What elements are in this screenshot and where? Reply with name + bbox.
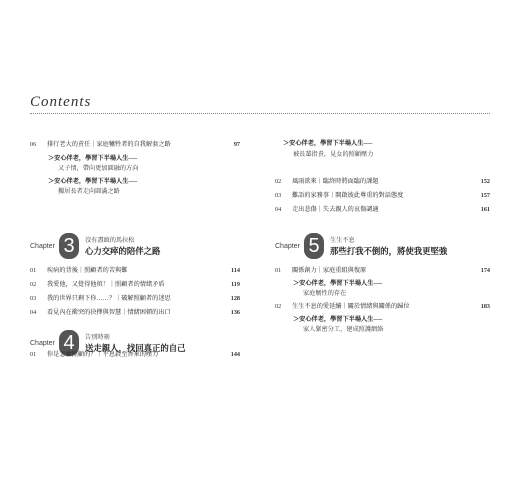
toc-entry[interactable] bbox=[30, 139, 240, 151]
entry-number: 01 bbox=[30, 351, 37, 358]
entry-page: 157 bbox=[480, 192, 490, 199]
chapter-label: Chapter bbox=[275, 243, 300, 250]
entry-number: 02 bbox=[30, 281, 37, 288]
toc-entry[interactable] bbox=[275, 204, 490, 216]
entry-title: 難語的家務事｜開啟彼此尊重的對話態度 bbox=[292, 192, 404, 199]
entry-page: 152 bbox=[480, 178, 490, 185]
entry-title: 生生不息的愛延續｜關於情緒與關係的歸位 bbox=[292, 303, 410, 310]
entry-number: 02 bbox=[275, 303, 282, 310]
entry-page: 183 bbox=[480, 303, 490, 310]
sidebar-line: 被長輩指責，見女的照顧壓力 bbox=[293, 151, 374, 158]
sidebar-line: 又子情，帶向更加圓融的方向 bbox=[58, 165, 139, 172]
chapter-5-header bbox=[275, 233, 490, 261]
toc-entry[interactable] bbox=[30, 349, 240, 361]
chapter-title: 送走親人，找回真正的自己 bbox=[85, 343, 186, 353]
chapter-subtitle: 沒有盡頭的馬拉松 bbox=[85, 237, 135, 244]
entry-number: 01 bbox=[30, 267, 37, 274]
entry-page: 119 bbox=[231, 281, 240, 288]
contents-title: Contents bbox=[30, 94, 92, 110]
entry-page: 97 bbox=[233, 141, 240, 148]
entry-title: 看見內在衝突的抉擇與智慧｜情緒困頓的出口 bbox=[47, 309, 171, 316]
chapter-3-header bbox=[30, 233, 240, 261]
toc-entry[interactable] bbox=[275, 190, 490, 202]
entry-number: 04 bbox=[30, 309, 37, 316]
sidebar-heading: ＞安心伴老，學習下半場人生── bbox=[293, 280, 383, 287]
toc-entry[interactable] bbox=[275, 301, 490, 313]
entry-number: 04 bbox=[275, 206, 282, 213]
entry-number: 01 bbox=[275, 267, 282, 274]
entry-page: 174 bbox=[480, 267, 490, 274]
entry-number: 03 bbox=[275, 192, 282, 199]
entry-title: 排行老大的責任｜家庭犧牲者的自我解套之路 bbox=[47, 141, 171, 148]
toc-entry[interactable] bbox=[30, 265, 240, 277]
chapter-number-badge: 5 bbox=[304, 233, 324, 259]
chapter-title: 心力交瘁的陪伴之路 bbox=[85, 246, 161, 256]
toc-entry[interactable] bbox=[30, 307, 240, 319]
entry-page: 114 bbox=[231, 267, 240, 274]
entry-number: 02 bbox=[275, 178, 282, 185]
chapter-title: 那些打我不倒的，將使我更堅強 bbox=[330, 246, 448, 256]
chapter-subtitle: 生生不息 bbox=[330, 237, 355, 244]
chapter-subtitle: 告別時刻 bbox=[85, 334, 110, 341]
toc-entry[interactable] bbox=[275, 265, 490, 277]
entry-title: 我的世界只剩下你……？｜破解照顧者的迷思 bbox=[47, 295, 171, 302]
toc-entry[interactable] bbox=[30, 279, 240, 291]
title-divider bbox=[30, 113, 490, 114]
entry-title: 關係創力｜家庭重組與復原 bbox=[292, 267, 367, 274]
entry-title: 走出悲傷｜失去親人的哀傷調適 bbox=[292, 206, 379, 213]
sidebar-line: 家庭韌性的存在 bbox=[303, 290, 347, 297]
entry-page: 136 bbox=[230, 309, 240, 316]
entry-page: 128 bbox=[230, 295, 240, 302]
chapter-label: Chapter bbox=[30, 340, 55, 347]
entry-number: 06 bbox=[30, 141, 37, 148]
chapter-number-badge: 3 bbox=[59, 233, 79, 259]
sidebar-heading: ＞安心伴老，學習下半場人生── bbox=[48, 178, 138, 185]
entry-title: 你是怎麼照顧的？｜平息殺至香來的壓力 bbox=[47, 351, 159, 358]
chapter-number-badge: 4 bbox=[59, 330, 79, 356]
toc-entry[interactable] bbox=[275, 176, 490, 188]
sidebar-heading: ＞安心伴老，學習下半場人生── bbox=[293, 316, 383, 323]
toc-entry[interactable] bbox=[30, 293, 240, 305]
entry-title: 風雨欲來｜臨終時將面臨的課題 bbox=[292, 178, 379, 185]
entry-title: 我愛他，又覺得他煩！｜照顧者的情緒矛盾 bbox=[47, 281, 165, 288]
sidebar-heading: ＞安心伴老，學習下半場人生── bbox=[48, 155, 138, 162]
chapter-label: Chapter bbox=[30, 243, 55, 250]
entry-title: 疾病的背後｜照顧者的苦與難 bbox=[47, 267, 128, 274]
sidebar-line: 家人緊密分工，建成照護網絡 bbox=[303, 326, 384, 333]
entry-page: 144 bbox=[230, 351, 240, 358]
entry-page: 161 bbox=[480, 206, 490, 213]
sidebar-heading: ＞安心伴老，學習下半場人生── bbox=[283, 140, 373, 147]
entry-number: 03 bbox=[30, 295, 37, 302]
sidebar-line: 獨居長者走向圓滿之路 bbox=[58, 188, 120, 195]
